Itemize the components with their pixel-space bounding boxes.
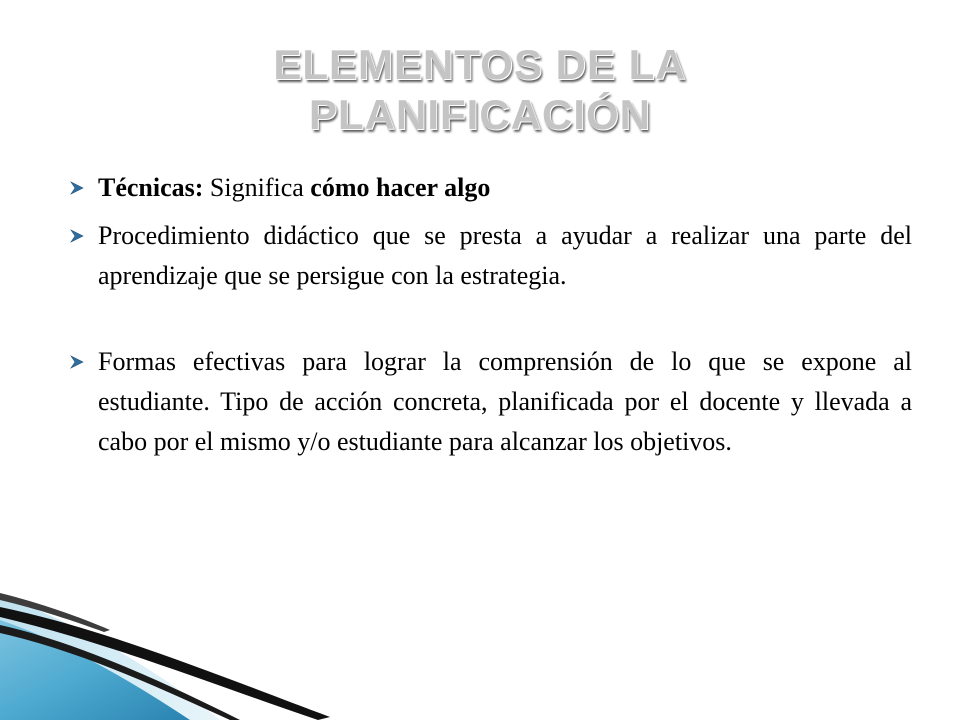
arrow-bullet-icon	[70, 355, 84, 369]
bullet-item	[70, 342, 912, 462]
bullet-emphasis: cómo hacer algo	[310, 173, 491, 202]
slide-title	[120, 40, 840, 140]
arrow-bullet-icon	[70, 229, 84, 243]
decorative-swoosh	[0, 585, 340, 720]
title-line-1: ELEMENTOS DE LA	[273, 41, 687, 88]
bullet-term: Técnicas:	[98, 173, 204, 202]
bullet-text: Procedimiento didáctico que se presta a ayudar a realizar una parte del aprendizaje que se persigue con la estrategia.	[98, 221, 912, 290]
bullet-text: Formas efectivas para lograr la comprensión de lo que se expone al estudiante. Tipo de acción concreta, planificada por el docente y llevada a cabo por el mismo y/o estudiante para alcanzar los objetivos.	[98, 347, 912, 456]
bullet-item	[70, 216, 912, 296]
arrow-bullet-icon	[70, 181, 84, 195]
title-line-2: PLANIFICACIÓN	[309, 91, 651, 138]
bullet-item	[70, 168, 912, 208]
bullet-text: Significa	[203, 173, 311, 202]
bullet-list	[70, 168, 912, 468]
